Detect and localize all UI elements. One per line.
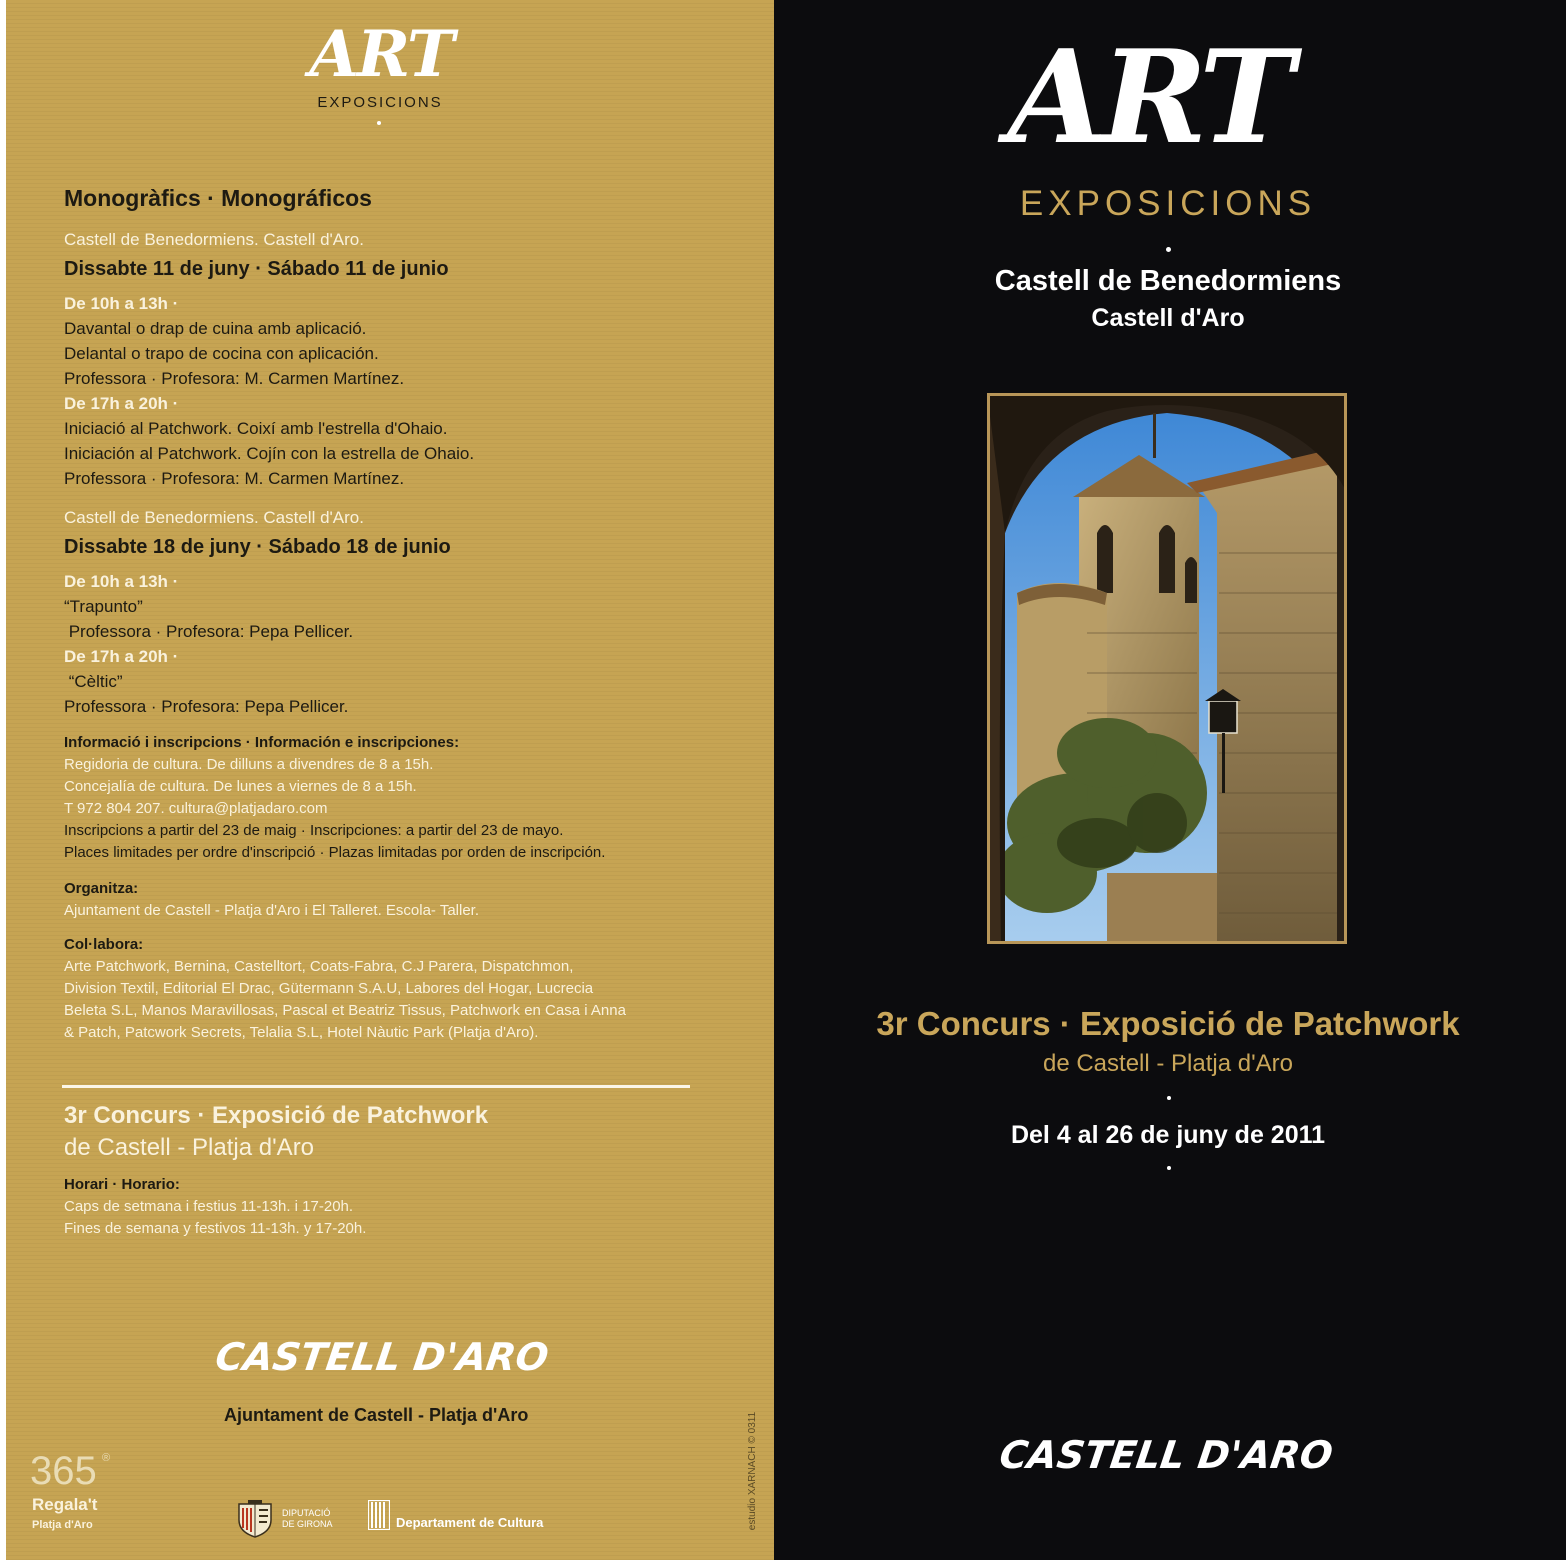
- collabora-line: Beleta S.L, Manos Maravillosas, Pascal et Beatriz Tissus, Patchwork en Casa i Anna: [64, 1002, 626, 1019]
- session1-date: Dissabte 11 de juny · Sábado 11 de junio: [64, 258, 449, 280]
- collabora-line: Division Textil, Editorial El Drac, Gütermann S.A.U, Labores del Hogar, Lucrecia: [64, 980, 594, 997]
- session2-slot1-line: Professora · Profesora: Pepa Pellicer.: [64, 622, 354, 641]
- left-exposicions-label: EXPOSICIONS: [317, 94, 443, 111]
- badge-registered: ®: [102, 1452, 111, 1464]
- session1-slot1-time: De 10h a 13h ·: [64, 294, 179, 313]
- session2-slot1-line: “Trapunto”: [64, 597, 143, 616]
- session2-slot2-time: De 17h a 20h ·: [64, 647, 179, 666]
- right-dot: [1166, 247, 1171, 252]
- session1-slot2-time: De 17h a 20h ·: [64, 394, 179, 413]
- collabora-line: Arte Patchwork, Bernina, Castelltort, Coats-Fabra, C.J Parera, Dispatchmon,: [64, 958, 574, 975]
- badge-platja: Platja d'Aro: [32, 1519, 93, 1531]
- session1-slot2-line: Iniciació al Patchwork. Coixí amb l'estrella d'Ohaio.: [64, 419, 448, 438]
- organitza-heading: Organitza:: [64, 880, 139, 897]
- diputacio-shield-icon: [236, 1498, 274, 1538]
- right-dot: [1167, 1096, 1171, 1100]
- ajuntament-label: Ajuntament de Castell - Platja d'Aro: [224, 1405, 529, 1425]
- info-line: Concejalía de cultura. De lunes a viernes de 8 a 15h.: [64, 778, 417, 795]
- horari-line: Fines de semana y festivos 11-13h. y 17-20h.: [64, 1220, 367, 1237]
- left-castell-logo: CASTELL D'ARO: [212, 1335, 552, 1379]
- info-line: Places limitades per ordre d'inscripció · Plazas limitadas por orden de inscripción.: [64, 844, 606, 861]
- session2-date: Dissabte 18 de juny · Sábado 18 de junio: [64, 536, 451, 558]
- right-concurs-sub: de Castell - Platja d'Aro: [1042, 1050, 1294, 1077]
- collabora-heading: Col·labora:: [64, 936, 144, 953]
- monografics-heading: Monogràfics · Monográficos: [64, 185, 372, 211]
- badge-365: 365: [30, 1449, 97, 1493]
- collabora-line: & Patch, Patcwork Secrets, Telalia S.L, Hotel Nàutic Park (Platja d'Aro).: [64, 1024, 539, 1041]
- right-art-logo: ART: [1007, 23, 1289, 173]
- session1-slot2-line: Iniciación al Patchwork. Cojín con la estrella de Ohaio.: [64, 444, 475, 463]
- right-dot: [1167, 1166, 1171, 1170]
- left-art-logo: ART: [309, 17, 453, 92]
- organitza-text: Ajuntament de Castell - Platja d'Aro i El Talleret. Escola- Taller.: [64, 902, 480, 919]
- session1-venue: Castell de Benedormiens. Castell d'Aro.: [64, 230, 364, 249]
- vertical-credit: estudio XARNACH © 0311: [747, 1411, 758, 1531]
- session2-venue: Castell de Benedormiens. Castell d'Aro.: [64, 508, 364, 527]
- right-exposicions-label: EXPOSICIONS: [1019, 184, 1317, 223]
- session2-slot2-line: Professora · Profesora: Pepa Pellicer.: [64, 697, 349, 716]
- dept-cultura: Departament de Cultura: [396, 1515, 544, 1530]
- session1-slot2-line: Professora · Profesora: M. Carmen Martínez.: [64, 469, 405, 488]
- info-heading: Informació i inscripcions · Información e inscripciones:: [64, 734, 460, 751]
- right-castell-logo: CASTELL D'ARO: [996, 1433, 1336, 1477]
- info-line: Regidoria de cultura. De dilluns a divendres de 8 a 15h.: [64, 756, 434, 773]
- session1-slot1-line: Davantal o drap de cuina amb aplicació.: [64, 319, 367, 338]
- horari-heading: Horari · Horario:: [64, 1176, 180, 1193]
- info-line: T 972 804 207. cultura@platjadaro.com: [64, 800, 328, 817]
- left-concurs-title: 3r Concurs · Exposició de Patchwork: [64, 1102, 489, 1129]
- right-concurs-title: 3r Concurs · Exposició de Patchwork: [876, 1005, 1460, 1042]
- right-venue-sub: Castell d'Aro: [1091, 304, 1245, 332]
- generalitat-icon: [368, 1500, 390, 1530]
- divider: [62, 1085, 690, 1088]
- session1-slot1-line: Delantal o trapo de cocina con aplicación.: [64, 344, 379, 363]
- diputacio-line1: DIPUTACIÓ: [282, 1508, 331, 1518]
- info-line: Inscripcions a partir del 23 de maig · Inscripciones: a partir del 23 de mayo.: [64, 822, 564, 839]
- session2-slot1-time: De 10h a 13h ·: [64, 572, 179, 591]
- badge-regalat: Regala't: [32, 1495, 98, 1514]
- session1-slot1-line: Professora · Profesora: M. Carmen Martínez.: [64, 369, 405, 388]
- photo-frame: [987, 393, 1347, 944]
- left-concurs-subtitle: de Castell - Platja d'Aro: [64, 1134, 315, 1161]
- right-dates: Del 4 al 26 de juny de 2011: [1010, 1121, 1326, 1149]
- right-venue-title: Castell de Benedormiens: [994, 265, 1342, 297]
- diputacio-line2: DE GIRONA: [282, 1519, 333, 1529]
- session2-slot2-line: “Cèltic”: [64, 672, 123, 691]
- horari-line: Caps de setmana i festius 11-13h. i 17-20h.: [64, 1198, 354, 1215]
- left-logo-dot: [377, 121, 381, 125]
